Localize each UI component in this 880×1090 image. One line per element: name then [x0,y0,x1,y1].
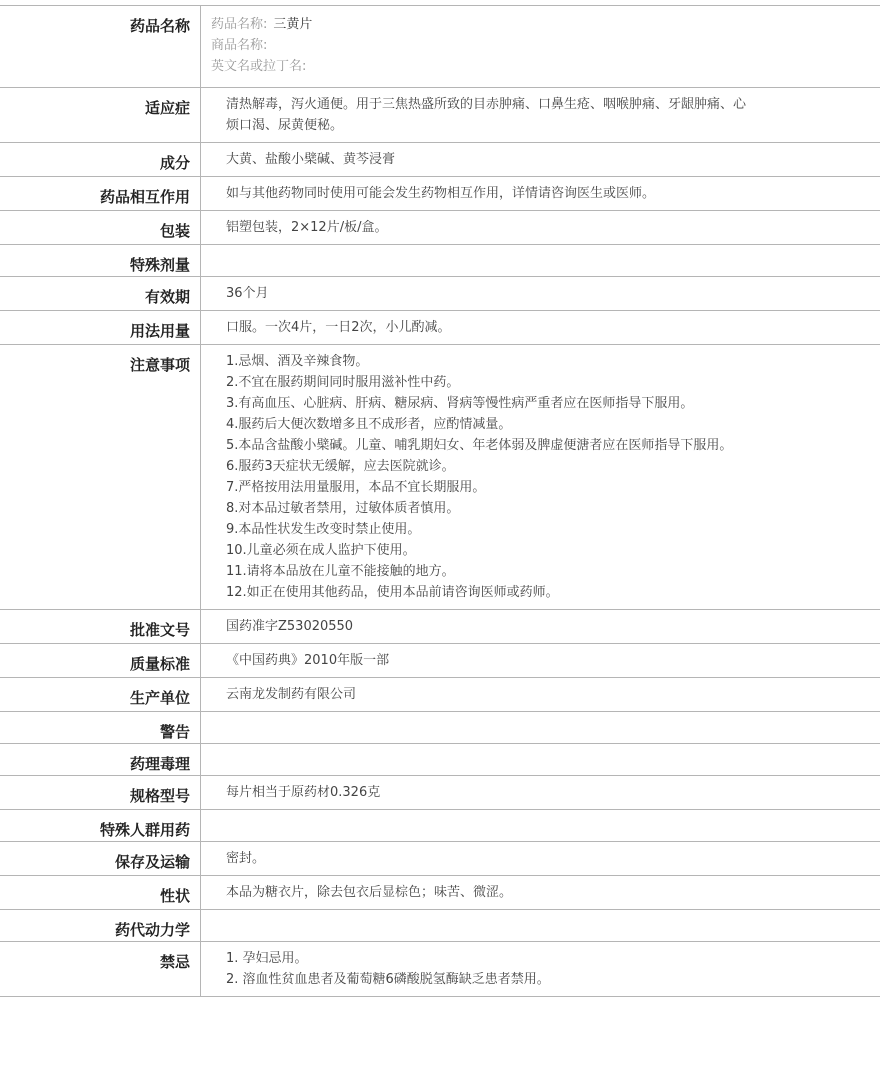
row-label: 生产单位 [0,678,201,712]
special-dosage-value [201,245,880,277]
contraindications-value [201,942,880,997]
contraindication-item: 1. 孕妇忌用。 [226,951,308,966]
row-approval-number [0,610,880,644]
row-contraindications [0,942,880,997]
row-label: 有效期 [0,277,201,311]
precaution-item: 3.有高血压、心脏病、肝病、糖尿病、肾病等慢性病严重者应在医师指导下服用。 [226,396,694,411]
precaution-item: 10.儿童必须在成人监护下使用。 [226,543,416,558]
row-label: 药理毒理 [0,744,201,776]
row-storage-transport [0,842,880,876]
english-name-line [211,56,870,77]
row-pharmacokinetics [0,910,880,942]
row-label: 包装 [0,211,201,245]
manufacturer-value: 云南龙发制药有限公司 [226,687,357,702]
row-label: 质量标准 [0,644,201,678]
row-label: 性状 [0,876,201,910]
pharmacology-toxicology-value [201,744,880,776]
row-drug-name [0,6,880,88]
row-packaging [0,211,880,245]
precaution-item: 1.忌烟、酒及辛辣食物。 [226,354,369,369]
precaution-item: 2.不宜在服药期间同时服用滋补性中药。 [226,375,460,390]
packaging-value: 铝塑包装，2×12片/板/盒。 [226,220,388,235]
precaution-item: 7.严格按用法用量服用，本品不宜长期服用。 [226,480,486,495]
precaution-item: 5.本品含盐酸小檗碱。儿童、哺乳期妇女、年老体弱及脾虚便溏者应在医师指导下服用。 [226,438,733,453]
drug-name-cell [201,6,880,88]
row-indications [0,88,880,143]
description-value: 本品为糖衣片，除去包衣后显棕色；味苦、微涩。 [226,885,513,900]
row-interactions [0,177,880,211]
shelf-life-value: 36个月 [226,286,269,301]
generic-name-label: 药品名称: [211,17,268,32]
precaution-item: 12.如正在使用其他药品，使用本品前请咨询医师或药师。 [226,585,559,600]
warning-value [201,712,880,744]
row-label: 禁忌 [0,942,201,997]
precaution-item: 11.请将本品放在儿童不能接触的地方。 [226,564,455,579]
specification-value: 每片相当于原药材0.326克 [226,785,381,800]
row-label: 特殊剂量 [0,245,201,277]
precaution-item: 9.本品性状发生改变时禁止使用。 [226,522,421,537]
row-usage-dosage [0,311,880,345]
row-label: 保存及运输 [0,842,201,876]
row-description [0,876,880,910]
precaution-item: 6.服药3天症状无缓解，应去医院就诊。 [226,459,455,474]
trade-name-label: 商品名称: [211,38,268,53]
generic-name-value: 三黄片 [273,17,313,32]
contraindication-item: 2. 溶血性贫血患者及葡萄糖6磷酸脱氢酶缺乏患者禁用。 [226,972,550,987]
special-populations-value [201,810,880,842]
row-label: 药品相互作用 [0,177,201,211]
precaution-item: 8.对本品过敏者禁用，过敏体质者慎用。 [226,501,460,516]
indications-value [201,88,880,143]
row-manufacturer [0,678,880,712]
row-ingredients [0,143,880,177]
row-special-populations [0,810,880,842]
row-label: 适应症 [0,88,201,143]
indications-line: 烦口渴、尿黄便秘。 [226,118,344,133]
english-name-label: 英文名或拉丁名: [211,59,307,74]
row-special-dosage [0,245,880,277]
row-label: 药品名称 [0,6,201,88]
ingredients-value: 大黄、盐酸小檗碱、黄芩浸膏 [226,152,396,167]
row-label: 用法用量 [0,311,201,345]
precautions-value [201,345,880,610]
row-label: 规格型号 [0,776,201,810]
quality-standard-value: 《中国药典》2010年版一部 [226,653,390,668]
generic-name-line [211,14,870,35]
row-warning [0,712,880,744]
row-label: 警告 [0,712,201,744]
row-label: 药代动力学 [0,910,201,942]
row-specification [0,776,880,810]
drug-spec-table [0,5,880,997]
row-shelf-life [0,277,880,311]
precaution-item: 4.服药后大便次数增多且不成形者，应酌情减量。 [226,417,512,432]
row-label: 批准文号 [0,610,201,644]
trade-name-line [211,35,870,56]
storage-transport-value: 密封。 [226,851,266,866]
row-label: 成分 [0,143,201,177]
row-label: 注意事项 [0,345,201,610]
approval-number-value: 国药准字Z53020550 [226,619,354,634]
pharmacokinetics-value [201,910,880,942]
interactions-value: 如与其他药物同时使用可能会发生药物相互作用，详情请咨询医生或医师。 [226,186,656,201]
indications-line: 清热解毒，泻火通便。用于三焦热盛所致的目赤肿痛、口鼻生疮、咽喉肿痛、牙龈肿痛、心 [226,97,747,112]
row-pharmacology-toxicology [0,744,880,776]
row-precautions [0,345,880,610]
row-quality-standard [0,644,880,678]
row-label: 特殊人群用药 [0,810,201,842]
usage-dosage-value: 口服。一次4片，一日2次，小儿酌减。 [226,320,451,335]
